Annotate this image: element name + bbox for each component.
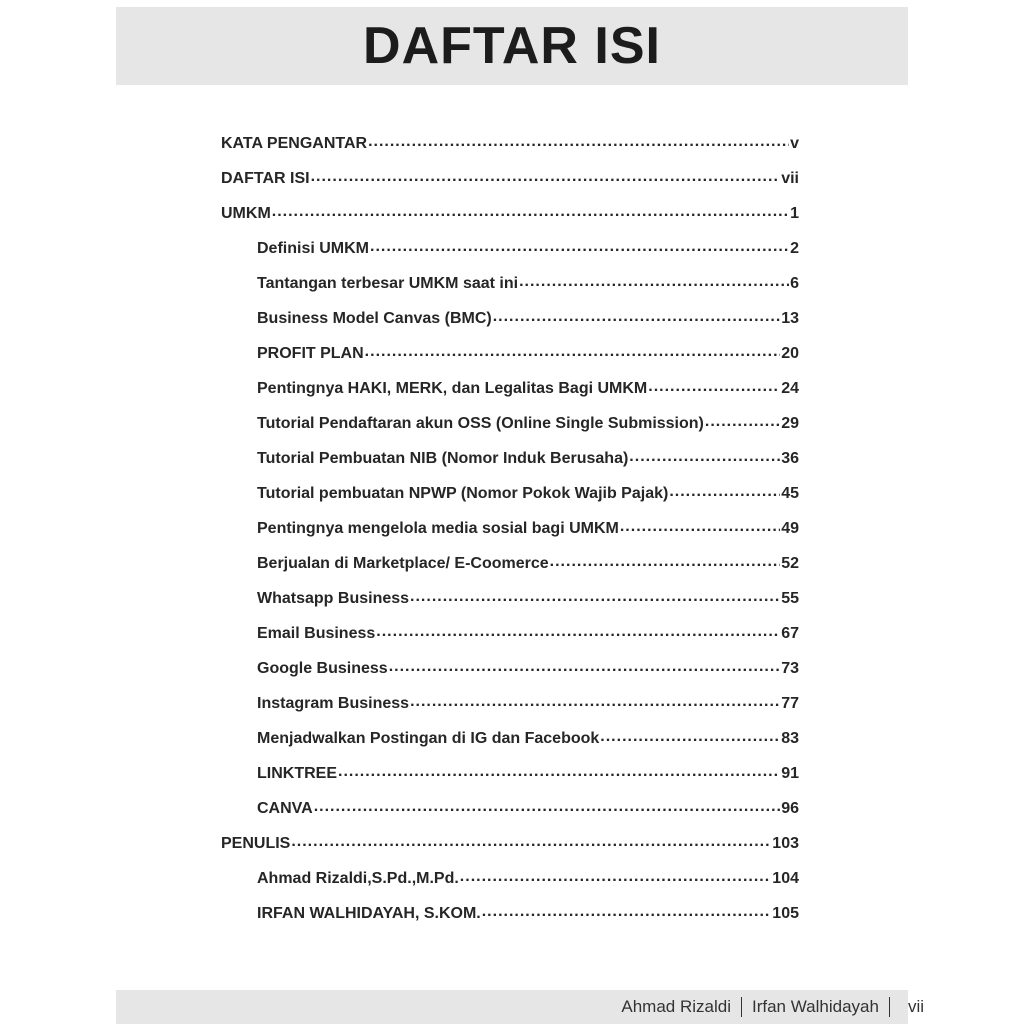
toc-leader-dots bbox=[550, 548, 781, 568]
footer-separator bbox=[889, 997, 890, 1017]
toc-entry-label: LINKTREE bbox=[257, 765, 337, 782]
toc-entry bbox=[221, 513, 799, 548]
toc-entry bbox=[221, 618, 799, 653]
toc-entry bbox=[221, 478, 799, 513]
toc-entry bbox=[221, 303, 799, 338]
toc-leader-dots bbox=[272, 198, 789, 218]
toc-leader-dots bbox=[410, 583, 780, 603]
footer-page-number: vii bbox=[907, 997, 924, 1016]
toc-entry-page: 104 bbox=[772, 870, 799, 887]
toc-leader-dots bbox=[460, 863, 772, 883]
toc-entry bbox=[221, 338, 799, 373]
toc-entry bbox=[221, 863, 799, 898]
toc-entry bbox=[221, 163, 799, 198]
toc-leader-dots bbox=[493, 303, 780, 323]
toc-entry-label: Pentingnya mengelola media sosial bagi UMKM bbox=[257, 520, 619, 537]
toc-leader-dots bbox=[368, 128, 789, 148]
footer-separator bbox=[741, 997, 742, 1017]
toc-leader-dots bbox=[291, 828, 771, 848]
toc-entry-label: IRFAN WALHIDAYAH, S.KOM. bbox=[257, 905, 481, 922]
toc-entry-page: 83 bbox=[781, 730, 799, 747]
toc-leader-dots bbox=[365, 338, 781, 358]
toc-entry-label: PROFIT PLAN bbox=[257, 345, 364, 362]
toc-entry-page: 13 bbox=[781, 310, 799, 327]
toc-entry bbox=[221, 443, 799, 478]
table-of-contents bbox=[221, 128, 799, 933]
toc-leader-dots bbox=[314, 793, 781, 813]
toc-entry-page: 29 bbox=[781, 415, 799, 432]
toc-entry bbox=[221, 793, 799, 828]
toc-entry bbox=[221, 408, 799, 443]
toc-entry-page: 1 bbox=[790, 205, 799, 222]
toc-entry bbox=[221, 373, 799, 408]
toc-entry-page: 91 bbox=[781, 765, 799, 782]
toc-leader-dots bbox=[629, 443, 780, 463]
toc-entry bbox=[221, 723, 799, 758]
toc-entry-label: Definisi UMKM bbox=[257, 240, 369, 257]
toc-entry-label: PENULIS bbox=[221, 835, 291, 852]
toc-leader-dots bbox=[669, 478, 780, 498]
toc-leader-dots bbox=[338, 758, 780, 778]
toc-entry bbox=[221, 198, 799, 233]
toc-entry bbox=[221, 653, 799, 688]
toc-entry bbox=[221, 583, 799, 618]
toc-entry-page: 24 bbox=[781, 380, 799, 397]
toc-entry bbox=[221, 128, 799, 163]
footer-author-1: Ahmad Rizaldi bbox=[621, 997, 731, 1016]
toc-entry bbox=[221, 233, 799, 268]
toc-entry-page: 49 bbox=[781, 520, 799, 537]
page-title: DAFTAR ISI bbox=[363, 17, 661, 75]
toc-entry bbox=[221, 688, 799, 723]
toc-entry bbox=[221, 898, 799, 933]
toc-leader-dots bbox=[311, 163, 781, 183]
toc-entry-label: Menjadwalkan Postingan di IG dan Facebook bbox=[257, 730, 600, 747]
title-banner bbox=[116, 7, 908, 85]
toc-entry-label: Ahmad Rizaldi,S.Pd.,M.Pd. bbox=[257, 870, 459, 887]
toc-entry bbox=[221, 268, 799, 303]
toc-entry-page: 55 bbox=[781, 590, 799, 607]
toc-entry-page: 36 bbox=[781, 450, 799, 467]
toc-entry-page: 6 bbox=[790, 275, 799, 292]
toc-entry-page: 20 bbox=[781, 345, 799, 362]
toc-leader-dots bbox=[370, 233, 789, 253]
toc-entry-page: 2 bbox=[790, 240, 799, 257]
toc-entry-label: Tutorial pembuatan NPWP (Nomor Pokok Wajib Pajak) bbox=[257, 485, 669, 502]
toc-entry-label: Berjualan di Marketplace/ E-Coomerce bbox=[257, 555, 549, 572]
toc-entry-label: Google Business bbox=[257, 660, 388, 677]
toc-entry bbox=[221, 828, 799, 863]
toc-leader-dots bbox=[620, 513, 780, 533]
toc-leader-dots bbox=[648, 373, 780, 393]
toc-entry-page: 52 bbox=[781, 555, 799, 572]
toc-entry bbox=[221, 758, 799, 793]
toc-leader-dots bbox=[376, 618, 780, 638]
running-footer bbox=[621, 997, 924, 1017]
toc-leader-dots bbox=[389, 653, 781, 673]
toc-leader-dots bbox=[482, 898, 772, 918]
toc-entry-page: 96 bbox=[781, 800, 799, 817]
toc-entry-label: CANVA bbox=[257, 800, 313, 817]
toc-entry-page: 105 bbox=[772, 905, 799, 922]
toc-entry-label: UMKM bbox=[221, 205, 271, 222]
toc-entry-label: Tantangan terbesar UMKM saat ini bbox=[257, 275, 519, 292]
toc-entry-page: 103 bbox=[772, 835, 799, 852]
toc-leader-dots bbox=[410, 688, 780, 708]
toc-leader-dots bbox=[705, 408, 780, 428]
toc-entry-page: v bbox=[790, 135, 799, 152]
toc-entry-label: Tutorial Pendaftaran akun OSS (Online Single Submission) bbox=[257, 415, 704, 432]
toc-entry-label: Email Business bbox=[257, 625, 376, 642]
toc-entry bbox=[221, 548, 799, 583]
toc-entry-label: Instagram Business bbox=[257, 695, 410, 712]
toc-entry-page: 73 bbox=[781, 660, 799, 677]
toc-entry-label: Pentingnya HAKI, MERK, dan Legalitas Bagi UMKM bbox=[257, 380, 648, 397]
toc-entry-label: KATA PENGANTAR bbox=[221, 135, 368, 152]
toc-leader-dots bbox=[519, 268, 789, 288]
toc-entry-page: 45 bbox=[781, 485, 799, 502]
toc-entry-page: vii bbox=[781, 170, 799, 187]
toc-entry-label: Whatsapp Business bbox=[257, 590, 410, 607]
toc-entry-page: 77 bbox=[781, 695, 799, 712]
toc-entry-page: 67 bbox=[781, 625, 799, 642]
toc-entry-label: Tutorial Pembuatan NIB (Nomor Induk Berusaha) bbox=[257, 450, 629, 467]
footer-author-2: Irfan Walhidayah bbox=[752, 997, 879, 1016]
toc-leader-dots bbox=[600, 723, 780, 743]
toc-entry-label: DAFTAR ISI bbox=[221, 170, 310, 187]
toc-entry-label: Business Model Canvas (BMC) bbox=[257, 310, 492, 327]
